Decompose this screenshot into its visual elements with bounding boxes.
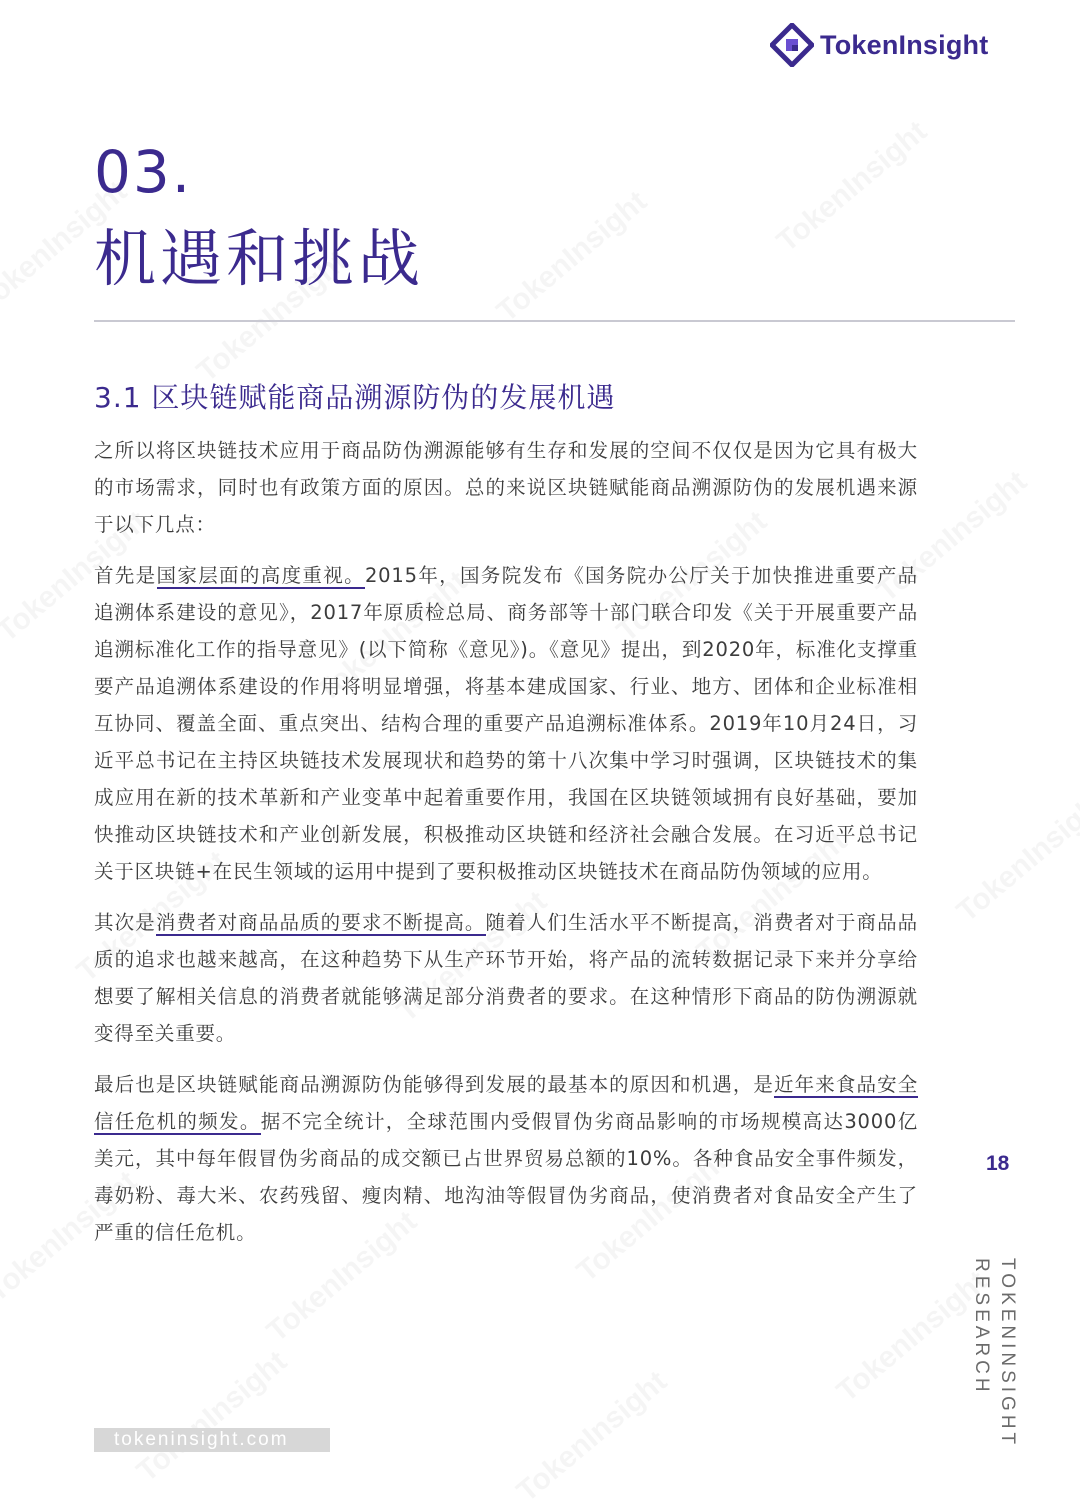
page-number: 18 (986, 1152, 1010, 1175)
paragraph (94, 904, 918, 1052)
tokeninsight-logo-icon (770, 23, 814, 67)
paragraph-text: 首先是 (94, 564, 157, 587)
watermark-text (771, 115, 934, 260)
brand-logo (770, 22, 988, 68)
chapter-title: 机遇和挑战 (94, 222, 425, 295)
section-title: 3.1 区块链赋能商品溯源防伪的发展机遇 (94, 381, 616, 414)
paragraph-text: 2015年，国务院发布《国务院办公厅关于加快推进重要产品追溯体系建设的意见》，2017年原质检总局、商务部等十部门联合印发《关于开展重要产品追溯标准化工作的指导意见》(以下简称《意见》)。《意见》提出，到2020年，标准化支撑重要产品追溯体系建设的作用将明显增强，将基本建成国家、行业、地方、团体和企业标准相互协同、覆盖全面、重点突出、结构合理的重要产品追溯标准体系。2019年10月24日，习近平总书记在主持区块链技术发展现状和趋势的第十八次集中学习时强调，区块链技术的集成应用在新的技术革新和产业变革中起着重要作用，我国在区块链领域拥有良好基础，要加快推动区块链技术和产业创新发展，积极推动区块链和经济社会融合发展。在习近平总书记关于区块链+在民生领域的运用中提到了要积极推动区块链技术在商品防伪领域的应用。 (94, 564, 918, 883)
highlight-text: 国家层面的高度重视。 (156, 564, 365, 587)
highlight-text: 近年来食品安全信任危机的频发。 (94, 1073, 918, 1133)
watermark-text (131, 1345, 294, 1490)
paragraph-text: 之所以将区块链技术应用于商品防伪溯源能够有生存和发展的空间不仅仅是因为它具有极大的市场需求，同时也有政策方面的原因。总的来说区块链赋能商品溯源防伪的发展机遇来源于以下几点： (94, 439, 918, 536)
body-text (94, 432, 918, 1265)
watermark-text (951, 785, 1080, 930)
paragraph-text: 最后也是区块链赋能商品溯源防伪能够得到发展的最基本的原因和机遇，是 (94, 1073, 775, 1096)
paragraph (94, 1066, 918, 1251)
paragraph (94, 557, 918, 890)
paragraph-text: 随着人们生活水平不断提高，消费者对于商品品质的追求也越来越高，在这种趋势下从生产环节开始，将产品的流转数据记录下来并分享给想要了解相关信息的消费者就能够满足部分消费者的要求。在这种情形下商品的防伪溯源就变得至关重要。 (94, 911, 918, 1045)
watermark-text (491, 185, 654, 330)
side-label (968, 1258, 1020, 1448)
highlight-text: 消费者对商品品质的要求不断提高。 (155, 911, 486, 934)
paragraph (94, 432, 918, 543)
brand-name: TokenInsight (820, 29, 989, 60)
divider (94, 320, 1015, 322)
side-label-line2: RESEARCH (971, 1258, 992, 1396)
watermark-text (511, 1365, 674, 1509)
footer-url: tokeninsight.com (94, 1428, 330, 1452)
paragraph-text: 其次是 (94, 911, 156, 934)
paragraph-text: 据不完全统计，全球范围内受假冒伪劣商品影响的市场规模高达3000亿美元，其中每年假冒伪劣商品的成交额已占世界贸易总额的10%。各种食品安全事件频发，毒奶粉、毒大米、农药残留、瘦肉精、地沟油等假冒伪劣商品，使消费者对食品安全产生了严重的信任危机。 (94, 1110, 919, 1244)
chapter-number: 03. (94, 138, 193, 206)
side-label-line1: TOKENINSIGHT (997, 1258, 1018, 1449)
